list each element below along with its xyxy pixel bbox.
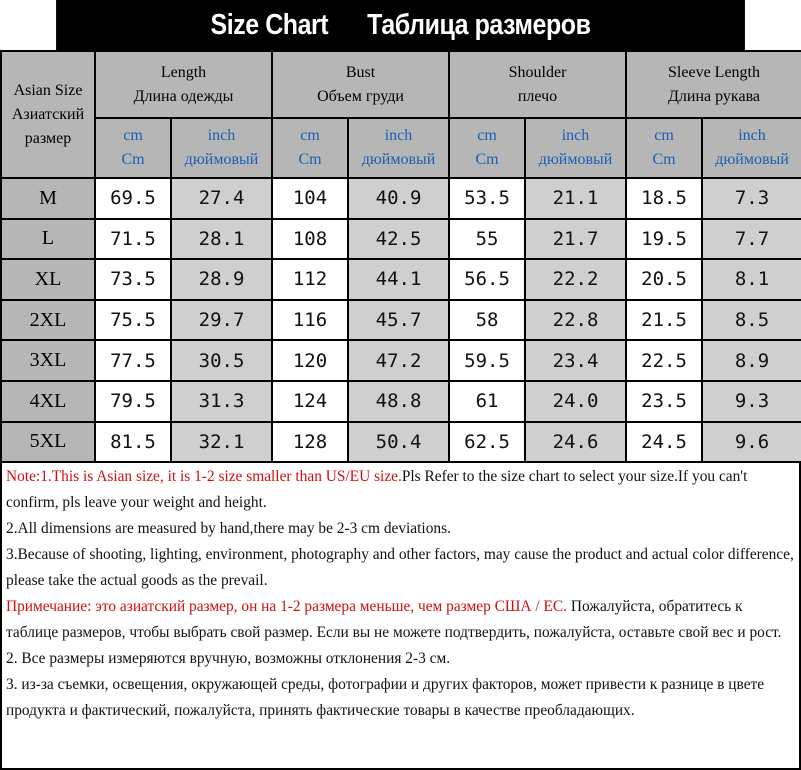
bust-header-en: Bust bbox=[345, 63, 376, 81]
note-1-warning: Note:1.This is Asian size, it is 1-2 size smaller than US/EU size. bbox=[6, 468, 402, 485]
asian-size-header bbox=[1, 51, 95, 178]
size-label: M bbox=[1, 178, 95, 219]
measurement-cell: 19.5 bbox=[626, 219, 702, 260]
title-bar bbox=[56, 0, 745, 50]
measurement-cell: 104 bbox=[272, 178, 348, 219]
title-ru: Таблица размеров bbox=[367, 8, 591, 41]
size-row bbox=[1, 219, 801, 260]
unit-label: cm bbox=[654, 127, 674, 144]
unit-label: дюймовый bbox=[361, 151, 436, 168]
measurement-cell: 24.5 bbox=[626, 422, 702, 463]
sleeve-header-en: Sleeve Length bbox=[668, 63, 760, 81]
unit-label: inch bbox=[738, 127, 766, 144]
length-header bbox=[95, 51, 272, 118]
measurement-cell: 21.5 bbox=[626, 300, 702, 341]
measurement-cell: 22.2 bbox=[525, 259, 626, 300]
measurement-cell: 61 bbox=[449, 381, 525, 422]
unit-label: Cm bbox=[652, 151, 676, 168]
note-ru-1-warning: Примечание: это азиатский размер, он на 1-2 размера меньше, чем размер США / ЕС. bbox=[6, 598, 568, 615]
bust-header bbox=[272, 51, 449, 118]
note-ru-2: 2. Все размеры измеряются вручную, возможны отклонения 2-3 см. bbox=[6, 650, 451, 667]
measurement-cell: 18.5 bbox=[626, 178, 702, 219]
measurement-cell: 48.8 bbox=[348, 381, 449, 422]
shoulder-header bbox=[449, 51, 626, 118]
unit-label: cm bbox=[300, 127, 320, 144]
unit-inch-header bbox=[525, 118, 626, 178]
size-label: L bbox=[1, 219, 95, 260]
note-3: 3.Because of shooting, lighting, environment, photography and other factors, may cause the product and actual color difference, please take the actual goods as the prevail. bbox=[6, 546, 794, 589]
measurement-cell: 20.5 bbox=[626, 259, 702, 300]
unit-inch-header bbox=[702, 118, 801, 178]
note-ru-1 bbox=[6, 594, 795, 646]
note-1-text: Pls Refer to the size chart to select your size.If you can't confirm, pls leave your weight and height. bbox=[6, 468, 748, 511]
measurement-cell: 62.5 bbox=[449, 422, 525, 463]
unit-label: дюймовый bbox=[715, 151, 789, 168]
size-table bbox=[0, 50, 801, 463]
size-label: XL bbox=[1, 259, 95, 300]
measurement-cell: 56.5 bbox=[449, 259, 525, 300]
size-row bbox=[1, 178, 801, 219]
unit-label: inch bbox=[561, 127, 590, 144]
title-en: Size Chart bbox=[210, 8, 329, 41]
measurement-cell: 124 bbox=[272, 381, 348, 422]
measurement-cell: 7.7 bbox=[702, 219, 801, 260]
measurement-cell: 7.3 bbox=[702, 178, 801, 219]
measurement-cell: 9.3 bbox=[702, 381, 801, 422]
note-ru-3: 3. из-за съемки, освещения, окружающей среды, фотографии и других факторов, может привести к разнице в цвете продукта и фактический, пожалуйста, принять фактические товары в качестве преобладающих. bbox=[6, 676, 765, 719]
note-ru-1-text: Пожалуйста, обратитесь к таблице размеров, чтобы выбрать свой размер. Если вы не можете подтвердить, пожалуйста, оставьте свой вес и рост. bbox=[6, 598, 782, 641]
measurement-cell: 77.5 bbox=[95, 340, 171, 381]
bust-header-ru: Объем груди bbox=[317, 87, 404, 105]
unit-inch-header bbox=[171, 118, 272, 178]
measurement-cell: 8.5 bbox=[702, 300, 801, 341]
size-row bbox=[1, 340, 801, 381]
unit-inch-header bbox=[348, 118, 449, 178]
measurement-cell: 50.4 bbox=[348, 422, 449, 463]
measurement-cell: 21.1 bbox=[525, 178, 626, 219]
measurement-cell: 40.9 bbox=[348, 178, 449, 219]
measurement-cell: 116 bbox=[272, 300, 348, 341]
measurement-cell: 8.1 bbox=[702, 259, 801, 300]
measurement-cell: 128 bbox=[272, 422, 348, 463]
measurement-cell: 112 bbox=[272, 259, 348, 300]
measurement-cell: 28.1 bbox=[171, 219, 272, 260]
size-label: 5XL bbox=[1, 422, 95, 463]
unit-label: inch bbox=[207, 127, 236, 144]
size-label: 2XL bbox=[1, 300, 95, 341]
measurement-cell: 58 bbox=[449, 300, 525, 341]
size-row bbox=[1, 422, 801, 463]
measurement-cell: 30.5 bbox=[171, 340, 272, 381]
unit-label: Cm bbox=[475, 151, 499, 168]
measurement-cell: 24.6 bbox=[525, 422, 626, 463]
note-2: 2.All dimensions are measured by hand,there may be 2-3 cm deviations. bbox=[6, 520, 451, 537]
measurement-cell: 8.9 bbox=[702, 340, 801, 381]
unit-cm-header bbox=[626, 118, 702, 178]
size-header-line2: Азиатский bbox=[11, 105, 85, 123]
unit-label: дюймовый bbox=[538, 151, 613, 168]
measurement-cell: 120 bbox=[272, 340, 348, 381]
measurement-cell: 22.5 bbox=[626, 340, 702, 381]
size-label: 4XL bbox=[1, 381, 95, 422]
unit-label: Cm bbox=[121, 151, 145, 168]
sleeve-header bbox=[626, 51, 801, 118]
measurement-cell: 27.4 bbox=[171, 178, 272, 219]
shoulder-header-en: Shoulder bbox=[508, 63, 567, 81]
size-header-line3: размер bbox=[24, 129, 72, 147]
notes-section bbox=[0, 462, 801, 770]
measurement-cell: 21.7 bbox=[525, 219, 626, 260]
size-header-line1: Asian Size bbox=[13, 81, 83, 99]
measurement-cell: 32.1 bbox=[171, 422, 272, 463]
size-row bbox=[1, 300, 801, 341]
measurement-cell: 108 bbox=[272, 219, 348, 260]
measurement-cell: 73.5 bbox=[95, 259, 171, 300]
shoulder-header-ru: плечо bbox=[517, 87, 558, 105]
measurement-cell: 44.1 bbox=[348, 259, 449, 300]
size-row bbox=[1, 259, 801, 300]
length-header-en: Length bbox=[160, 63, 207, 81]
measurement-cell: 47.2 bbox=[348, 340, 449, 381]
measurement-cell: 24.0 bbox=[525, 381, 626, 422]
unit-cm-header bbox=[95, 118, 171, 178]
measurement-cell: 31.3 bbox=[171, 381, 272, 422]
measurement-cell: 75.5 bbox=[95, 300, 171, 341]
measurement-cell: 55 bbox=[449, 219, 525, 260]
unit-label: cm bbox=[123, 127, 143, 144]
length-header-ru: Длина одежды bbox=[133, 87, 234, 105]
measurement-cell: 29.7 bbox=[171, 300, 272, 341]
measurement-cell: 79.5 bbox=[95, 381, 171, 422]
measurement-cell: 53.5 bbox=[449, 178, 525, 219]
note-1 bbox=[6, 464, 795, 516]
measurement-cell: 23.5 bbox=[626, 381, 702, 422]
unit-cm-header bbox=[272, 118, 348, 178]
sleeve-header-ru: Длина рукава bbox=[668, 87, 761, 105]
measurement-cell: 81.5 bbox=[95, 422, 171, 463]
measurement-cell: 71.5 bbox=[95, 219, 171, 260]
measurement-cell: 22.8 bbox=[525, 300, 626, 341]
size-label: 3XL bbox=[1, 340, 95, 381]
measurement-cell: 45.7 bbox=[348, 300, 449, 341]
measurement-cell: 42.5 bbox=[348, 219, 449, 260]
unit-label: Cm bbox=[298, 151, 322, 168]
unit-label: inch bbox=[384, 127, 413, 144]
unit-label: дюймовый bbox=[184, 151, 259, 168]
unit-cm-header bbox=[449, 118, 525, 178]
unit-label: cm bbox=[477, 127, 497, 144]
measurement-cell: 23.4 bbox=[525, 340, 626, 381]
measurement-cell: 28.9 bbox=[171, 259, 272, 300]
size-row bbox=[1, 381, 801, 422]
measurement-cell: 59.5 bbox=[449, 340, 525, 381]
measurement-cell: 9.6 bbox=[702, 422, 801, 463]
measurement-cell: 69.5 bbox=[95, 178, 171, 219]
